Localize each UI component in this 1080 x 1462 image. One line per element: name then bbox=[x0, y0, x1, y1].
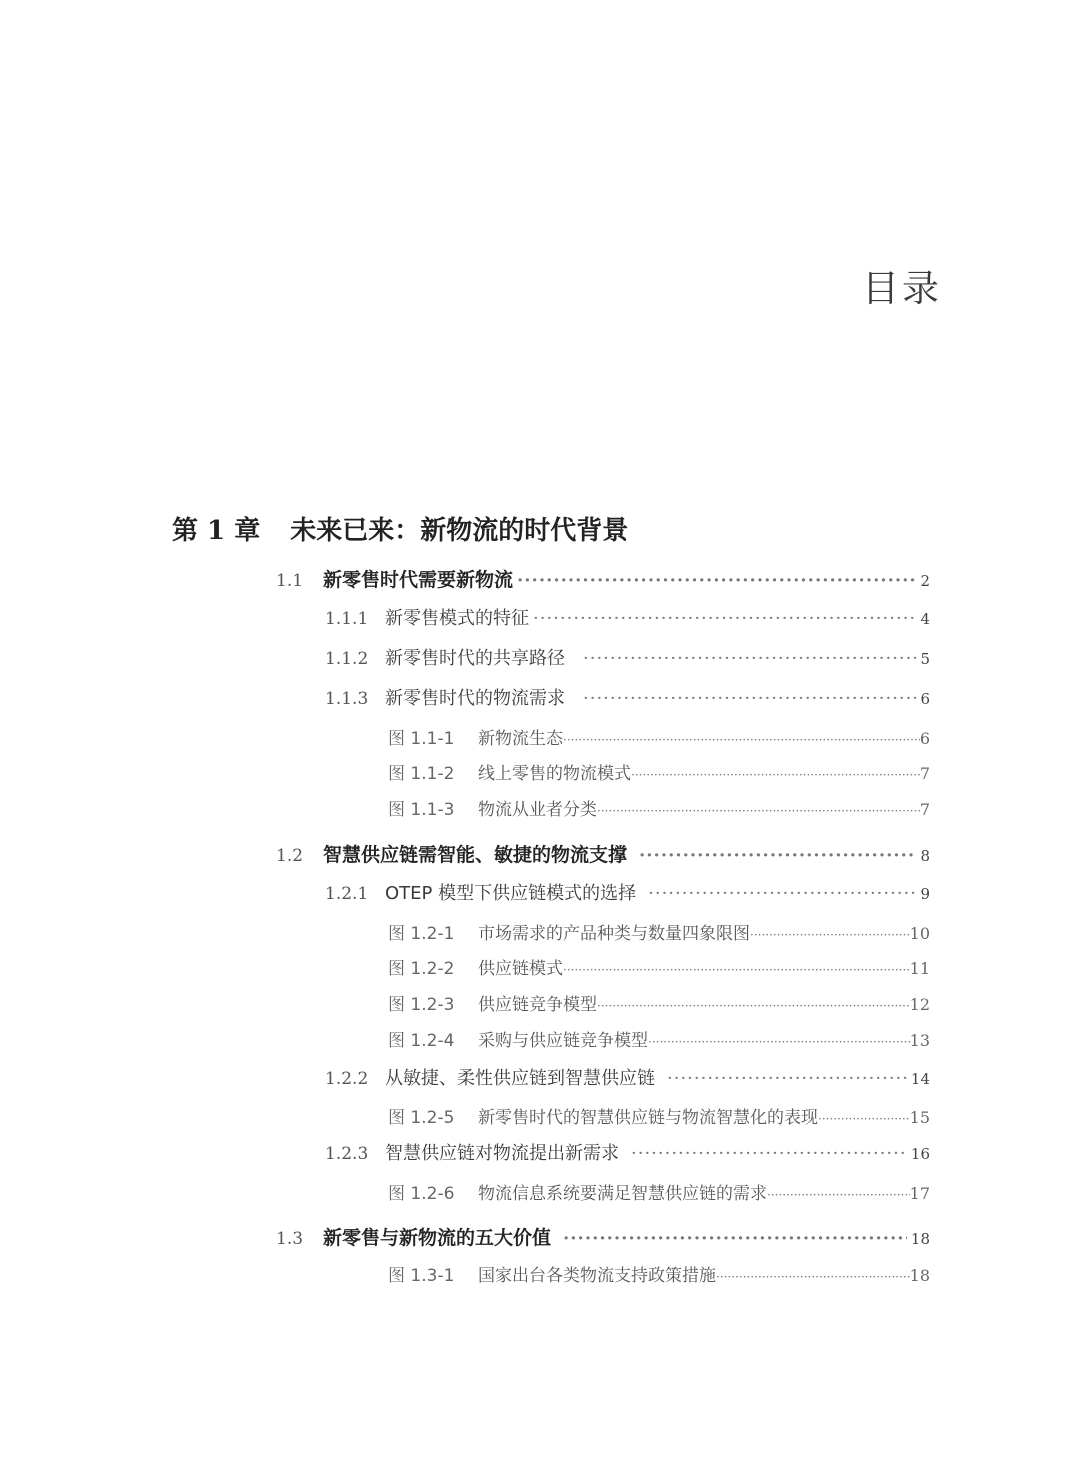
subsection-number: 1.2.1 bbox=[325, 884, 369, 904]
page-number: 6 bbox=[920, 690, 930, 708]
figure-number: 图 1.3-1 bbox=[388, 1266, 455, 1286]
dot-leader bbox=[597, 796, 920, 826]
figure-title: 物流从业者分类 bbox=[478, 800, 597, 820]
page-number: 9 bbox=[920, 885, 930, 903]
dot-leader bbox=[667, 1064, 907, 1094]
subsection-number: 1.2.2 bbox=[325, 1069, 369, 1089]
figure-title: 线上零售的物流模式 bbox=[478, 764, 631, 784]
figure-title: 物流信息系统要满足智慧供应链的需求 bbox=[478, 1184, 767, 1204]
page-number: 7 bbox=[919, 800, 930, 819]
toc-subsection-row[interactable] bbox=[325, 684, 930, 714]
toc-figure-row[interactable] bbox=[388, 724, 930, 754]
dot-leader bbox=[648, 1027, 910, 1057]
figure-number: 图 1.2-5 bbox=[388, 1108, 455, 1128]
subsection-title: 新零售时代的物流需求 bbox=[385, 688, 565, 709]
dot-leader bbox=[767, 1180, 910, 1210]
toc-figure-row[interactable] bbox=[388, 1103, 930, 1133]
subsection-title: 智慧供应链对物流提出新需求 bbox=[385, 1143, 619, 1164]
toc-subsection-row[interactable] bbox=[325, 644, 930, 674]
section-title: 新零售与新物流的五大价值 bbox=[323, 1227, 552, 1249]
figure-title: 新零售时代的智慧供应链与物流智慧化的表现 bbox=[478, 1108, 818, 1128]
dot-leader bbox=[583, 684, 916, 714]
toc-figure-row[interactable] bbox=[388, 919, 930, 949]
toc-subsection-row[interactable] bbox=[325, 1064, 930, 1094]
figure-title: 供应链竞争模型 bbox=[478, 995, 597, 1015]
page-number: 13 bbox=[909, 1031, 930, 1050]
figure-title: 采购与供应链竞争模型 bbox=[478, 1031, 648, 1051]
dot-leader bbox=[631, 760, 920, 790]
toc-figure-row[interactable] bbox=[388, 954, 930, 984]
page-number: 16 bbox=[910, 1145, 930, 1163]
figure-title: 市场需求的产品种类与数量四象限图 bbox=[478, 924, 750, 944]
dot-leader bbox=[563, 955, 910, 985]
toc-figure-row[interactable] bbox=[388, 795, 930, 825]
subsection-number: 1.1.3 bbox=[325, 689, 369, 709]
subsection-title: OTEP 模型下供应链模式的选择 bbox=[385, 883, 637, 904]
section-number: 1.1 bbox=[276, 571, 304, 591]
dot-leader bbox=[716, 1262, 910, 1292]
figure-number: 图 1.2-3 bbox=[388, 995, 455, 1015]
dot-leader bbox=[563, 725, 920, 755]
figure-number: 图 1.2-2 bbox=[388, 959, 455, 979]
subsection-number: 1.2.3 bbox=[325, 1144, 369, 1164]
page-number: 10 bbox=[909, 924, 930, 943]
toc-subsection-row[interactable] bbox=[325, 604, 930, 634]
section-number: 1.2 bbox=[276, 846, 304, 866]
toc-subsection-row[interactable] bbox=[325, 879, 930, 909]
toc-subsection-row[interactable] bbox=[325, 1139, 930, 1169]
toc-section-row[interactable] bbox=[276, 840, 930, 870]
toc-figure-row[interactable] bbox=[388, 1026, 930, 1056]
page-number: 12 bbox=[909, 995, 930, 1014]
dot-leader bbox=[639, 841, 916, 871]
page-number: 11 bbox=[909, 959, 930, 978]
toc-figure-row[interactable] bbox=[388, 990, 930, 1020]
subsection-title: 从敏捷、柔性供应链到智慧供应链 bbox=[385, 1068, 655, 1089]
chapter-heading bbox=[172, 510, 628, 547]
page-number: 15 bbox=[909, 1108, 930, 1127]
figure-number: 图 1.2-1 bbox=[388, 924, 455, 944]
dot-leader bbox=[750, 920, 910, 950]
dot-leader bbox=[648, 879, 916, 909]
figure-title: 新物流生态 bbox=[478, 729, 563, 749]
dot-leader bbox=[517, 566, 916, 596]
figure-title: 国家出台各类物流支持政策措施 bbox=[478, 1266, 716, 1286]
subsection-title: 新零售模式的特征 bbox=[385, 608, 529, 629]
dot-leader bbox=[533, 604, 916, 634]
page-number: 8 bbox=[920, 847, 930, 865]
page-number: 5 bbox=[920, 650, 930, 668]
figure-number: 图 1.2-6 bbox=[388, 1184, 455, 1204]
figure-title: 供应链模式 bbox=[478, 959, 563, 979]
chapter-number: 第 1 章 bbox=[172, 516, 261, 546]
toc-figure-row[interactable] bbox=[388, 1179, 930, 1209]
figure-number: 图 1.2-4 bbox=[388, 1031, 455, 1051]
figure-number: 图 1.1-2 bbox=[388, 764, 455, 784]
chapter-title: 未来已来：新物流的时代背景 bbox=[290, 516, 629, 546]
figure-number: 图 1.1-1 bbox=[388, 729, 455, 749]
dot-leader bbox=[597, 991, 910, 1021]
section-number: 1.3 bbox=[276, 1229, 304, 1249]
figure-number: 图 1.1-3 bbox=[388, 800, 455, 820]
toc-figure-row[interactable] bbox=[388, 1261, 930, 1291]
page-number: 18 bbox=[909, 1266, 930, 1285]
page-title: 目录 bbox=[862, 267, 942, 310]
page-number: 18 bbox=[910, 1230, 930, 1248]
dot-leader bbox=[631, 1139, 907, 1169]
toc-section-row[interactable] bbox=[276, 1223, 930, 1253]
section-title: 新零售时代需要新物流 bbox=[323, 569, 514, 591]
subsection-number: 1.1.2 bbox=[325, 649, 369, 669]
page-number: 2 bbox=[920, 572, 930, 590]
dot-leader bbox=[563, 1224, 907, 1254]
subsection-number: 1.1.1 bbox=[325, 609, 369, 629]
page-number: 7 bbox=[919, 764, 930, 783]
dot-leader bbox=[583, 644, 916, 674]
page-number: 4 bbox=[920, 610, 930, 628]
section-title: 智慧供应链需智能、敏捷的物流支撑 bbox=[323, 844, 628, 866]
dot-leader bbox=[818, 1104, 910, 1134]
toc-figure-row[interactable] bbox=[388, 759, 930, 789]
subsection-title: 新零售时代的共享路径 bbox=[385, 648, 565, 669]
page-number: 6 bbox=[919, 729, 930, 748]
page-number: 14 bbox=[910, 1070, 930, 1088]
page-number: 17 bbox=[909, 1184, 930, 1203]
toc-section-row[interactable] bbox=[276, 565, 930, 595]
